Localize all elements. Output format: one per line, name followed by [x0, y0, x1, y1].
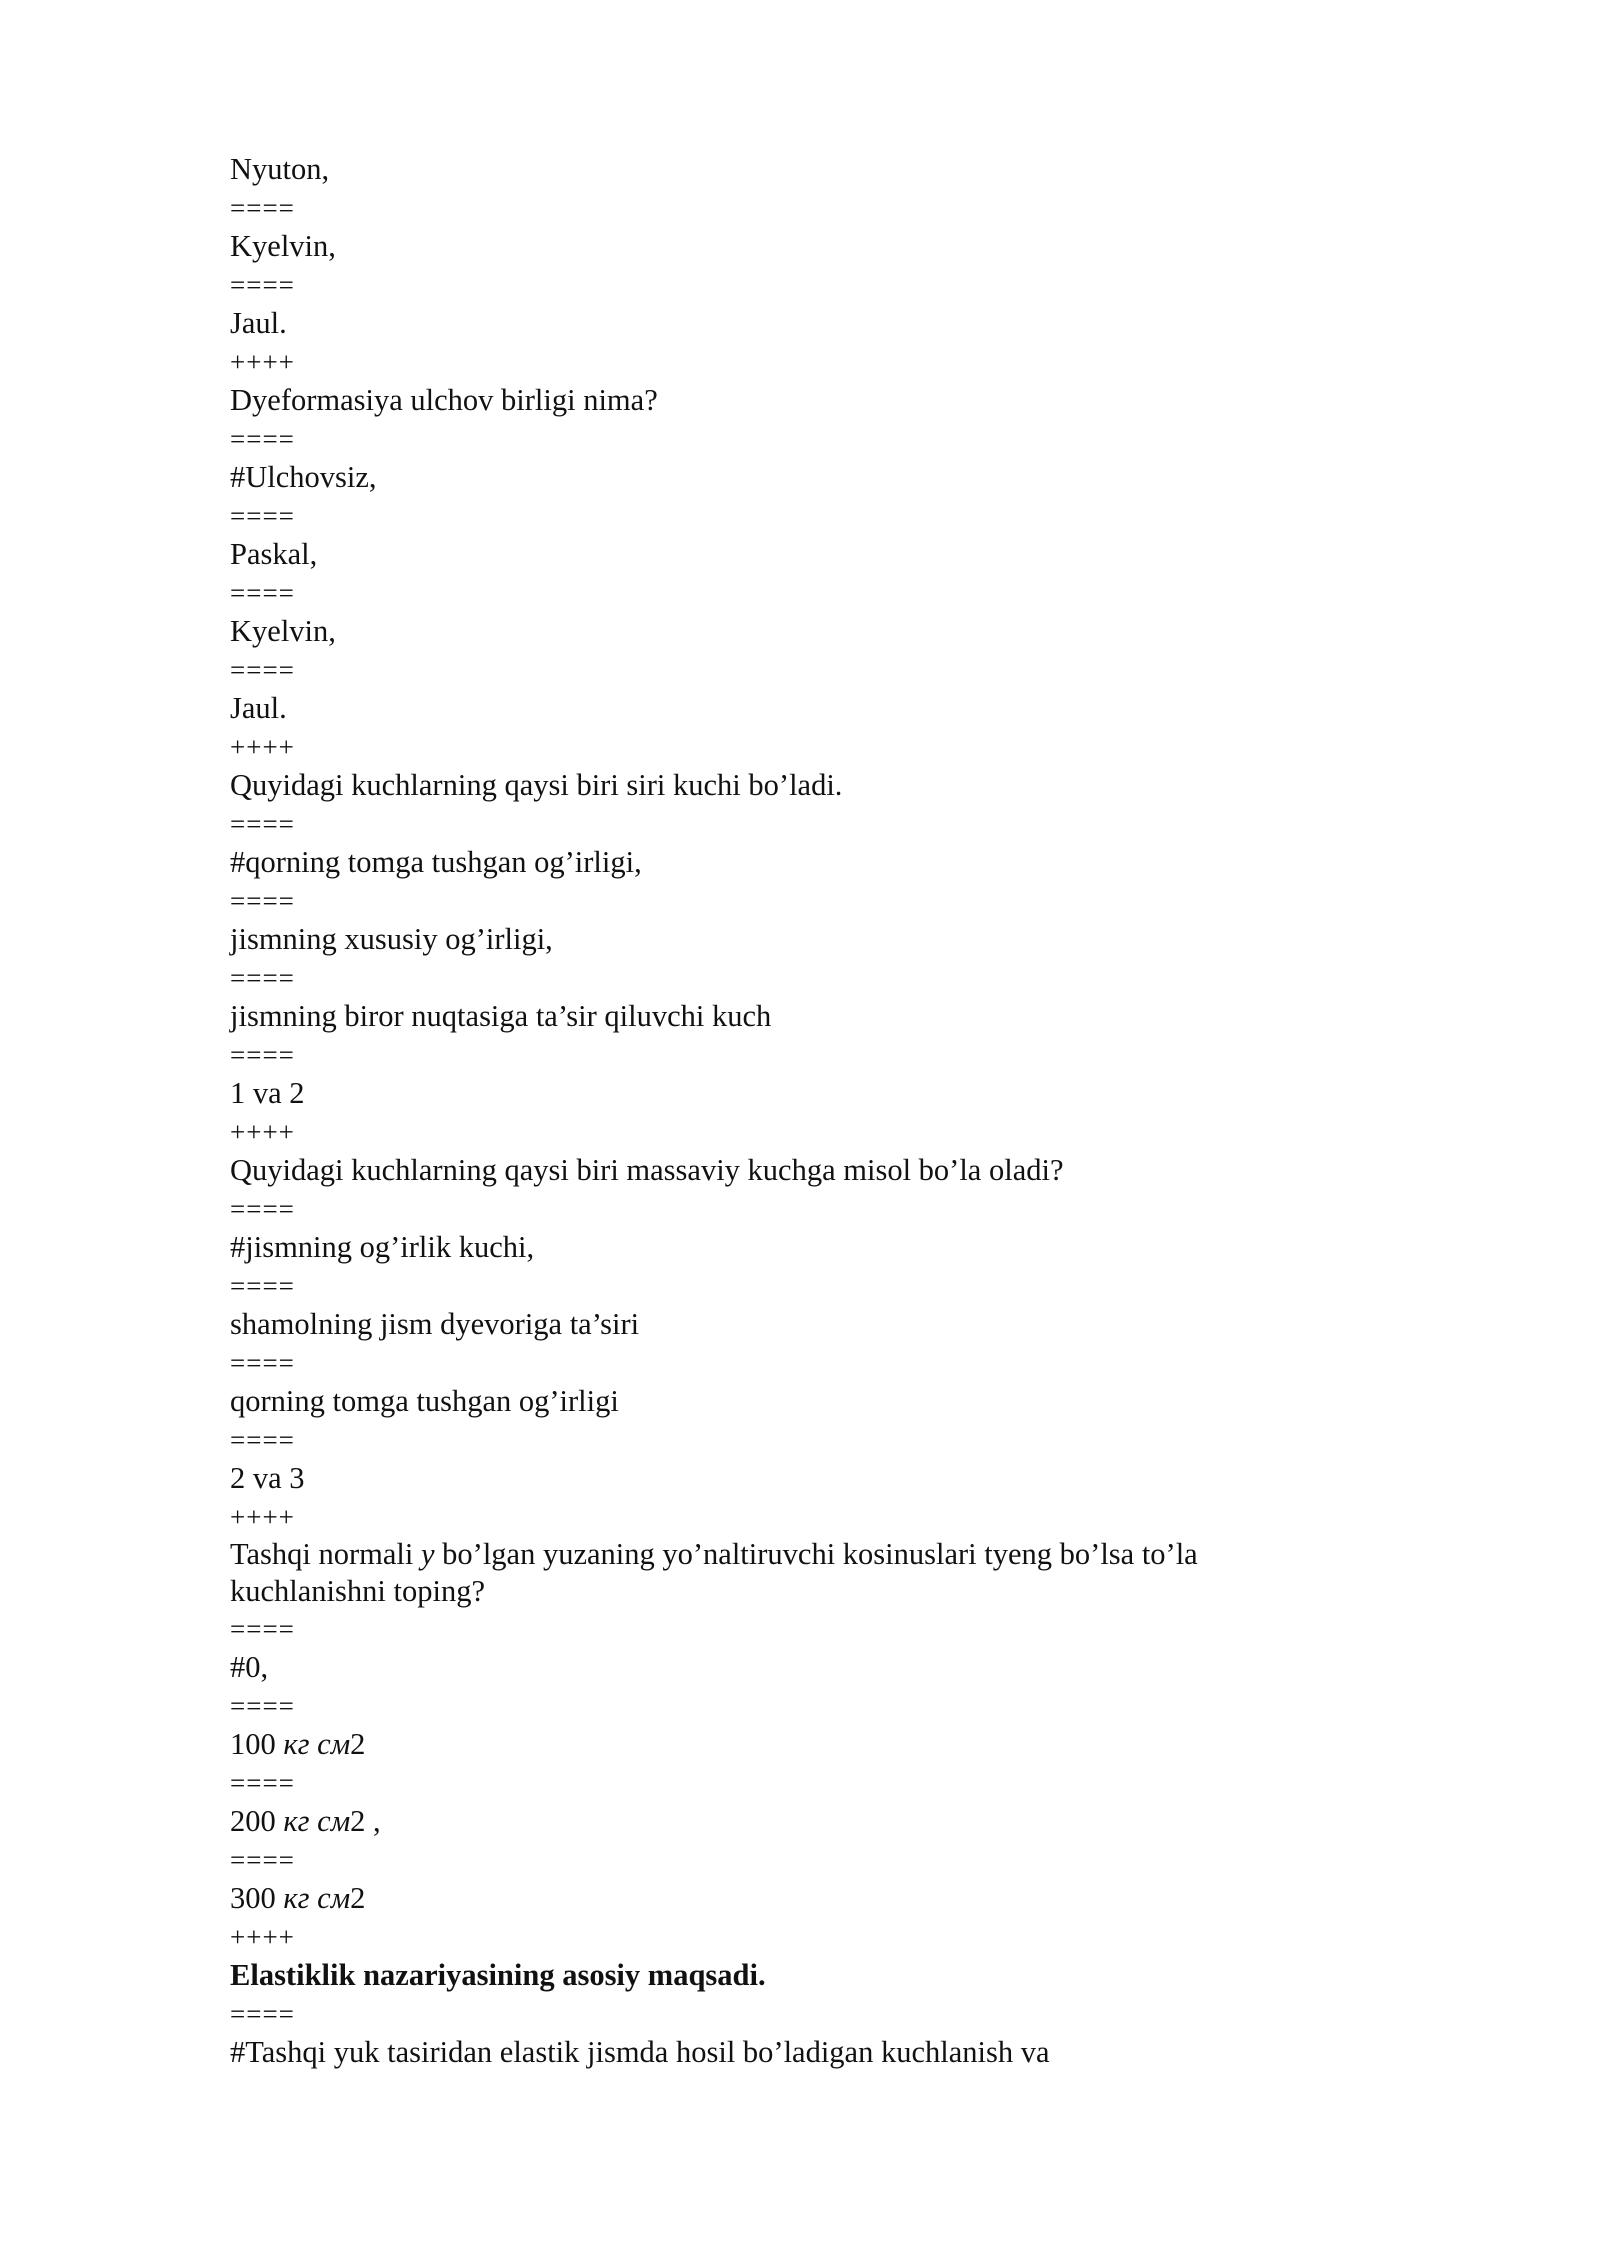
option-exponent: 2 ,: [350, 1804, 381, 1838]
answer-option: jismning xususiy og’irligi,: [230, 922, 553, 956]
question-separator: ++++: [230, 347, 295, 377]
answer-option: jismning biror nuqtasiga ta’sir qiluvchi kuch: [230, 999, 772, 1033]
option-separator: ====: [230, 886, 295, 916]
correct-answer-option: #0,: [230, 1650, 269, 1684]
option-value: 200: [230, 1804, 284, 1838]
question-separator: ++++: [230, 732, 295, 762]
question-text-part: bo’lgan yuzaning yo’naltiruvchi kosinuslari tyeng bo’lsa to’la kuchlanishni toping?: [230, 1537, 1198, 1608]
option-unit: кг см: [283, 1727, 351, 1761]
option-value: 300: [230, 1881, 284, 1915]
answer-option: qorning tomga tushgan og’irligi: [230, 1384, 619, 1418]
answer-option: Jaul.: [230, 691, 287, 725]
document-page: [230, 150, 1370, 2072]
answer-option: Jaul.: [230, 306, 287, 340]
option-separator: ====: [230, 578, 295, 608]
option-separator: ====: [230, 193, 295, 223]
correct-answer-option: #Ulchovsiz,: [230, 460, 377, 494]
option-separator: ====: [230, 1348, 295, 1378]
answer-option: [230, 1725, 1370, 1764]
option-separator: ====: [230, 1040, 295, 1070]
option-exponent: 2: [350, 1881, 366, 1915]
option-separator: ====: [230, 1768, 295, 1798]
option-separator: ====: [230, 1194, 295, 1224]
correct-answer-option: #Tashqi yuk tasiridan elastik jismda hosil bo’ladigan kuchlanish va: [230, 2035, 1050, 2069]
option-separator: ====: [230, 1614, 295, 1644]
answer-option: Kyelvin,: [230, 614, 336, 648]
answer-option: Kyelvin,: [230, 229, 336, 263]
answer-option: Paskal,: [230, 537, 318, 571]
question-separator: ++++: [230, 1117, 295, 1147]
question-text: Elastiklik nazariyasining asosiy maqsadi.: [230, 1958, 766, 1992]
option-unit: кг см: [283, 1804, 351, 1838]
correct-answer-option: #qorning tomga tushgan og’irligi,: [230, 845, 642, 879]
option-separator: ====: [230, 1425, 295, 1455]
option-separator: ====: [230, 424, 295, 454]
question-text: Quyidagi kuchlarning qaysi biri siri kuchi bo’ladi.: [230, 768, 843, 802]
option-separator: ====: [230, 1271, 295, 1301]
question-separator: ++++: [230, 1922, 295, 1952]
answer-option: 2 va 3: [230, 1461, 305, 1495]
question-text-part: Tashqi normali: [230, 1537, 421, 1571]
answer-option: 1 va 2: [230, 1076, 305, 1110]
option-separator: ====: [230, 809, 295, 839]
option-exponent: 2: [350, 1727, 366, 1761]
option-value: 100: [230, 1727, 284, 1761]
option-separator: ====: [230, 1691, 295, 1721]
answer-option: shamolning jism dyevoriga ta’siri: [230, 1307, 640, 1341]
option-separator: ====: [230, 963, 295, 993]
answer-option: [230, 1879, 1370, 1918]
question-text: Quyidagi kuchlarning qaysi biri massaviy kuchga misol bo’la oladi?: [230, 1153, 1064, 1187]
option-separator: ====: [230, 1845, 295, 1875]
answer-option: [230, 1802, 1370, 1841]
question-text: [230, 1536, 1290, 1610]
question-separator: ++++: [230, 1502, 295, 1532]
option-separator: ====: [230, 1999, 295, 2029]
option-unit: кг см: [283, 1881, 351, 1915]
correct-answer-option: #jismning og’irlik kuchi,: [230, 1230, 535, 1264]
question-text: Dyeformasiya ulchov birligi nima?: [230, 383, 658, 417]
option-separator: ====: [230, 501, 295, 531]
answer-option: Nyuton,: [230, 152, 330, 186]
question-variable: y: [421, 1537, 435, 1571]
option-separator: ====: [230, 655, 295, 685]
option-separator: ====: [230, 270, 295, 300]
